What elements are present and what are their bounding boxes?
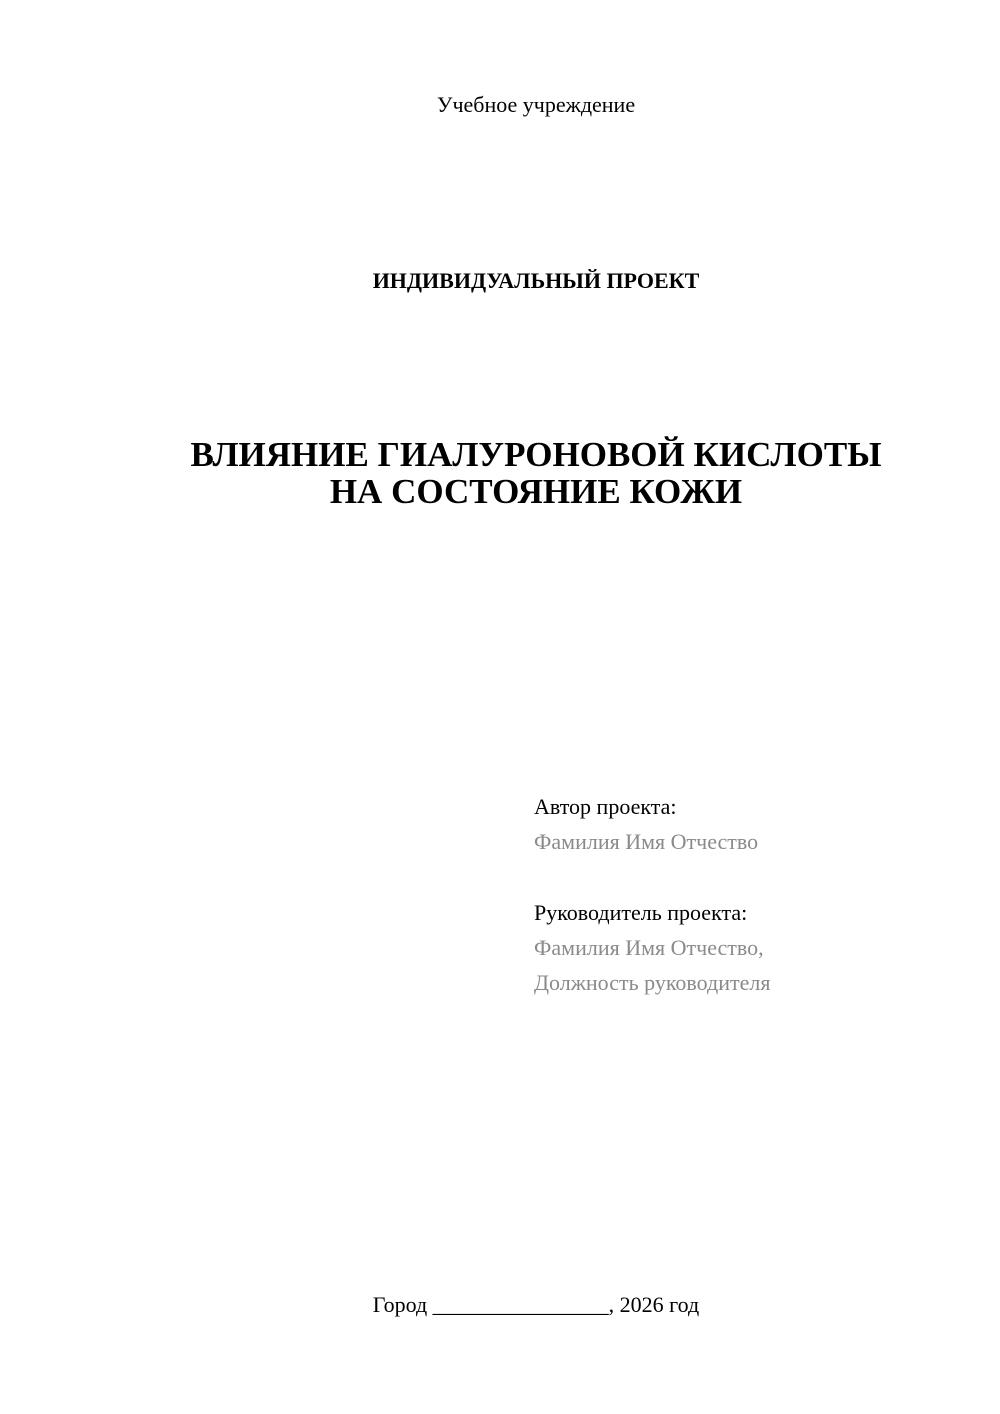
- project-type-heading: ИНДИВИДУАЛЬНЫЙ ПРОЕКТ: [372, 268, 700, 293]
- institution-name: Учебное учреждение: [436, 92, 636, 117]
- author-label: Автор проекта:: [534, 794, 677, 819]
- credits-block: [534, 789, 770, 1000]
- city-year-line: Город ________________, 2026 год: [372, 1292, 700, 1317]
- credits-spacer: [534, 859, 770, 895]
- project-title: [0, 436, 1000, 510]
- supervisor-label: Руководитель проекта:: [534, 900, 748, 925]
- project-title-line-1: ВЛИЯНИЕ ГИАЛУРОНОВОЙ КИСЛОТЫ: [190, 435, 882, 474]
- supervisor-position: Должность руководителя: [534, 970, 771, 995]
- project-title-line-2: НА СОСТОЯНИЕ КОЖИ: [329, 472, 743, 511]
- supervisor-name: Фамилия Имя Отчество,: [534, 935, 764, 960]
- author-name: Фамилия Имя Отчество: [534, 829, 759, 854]
